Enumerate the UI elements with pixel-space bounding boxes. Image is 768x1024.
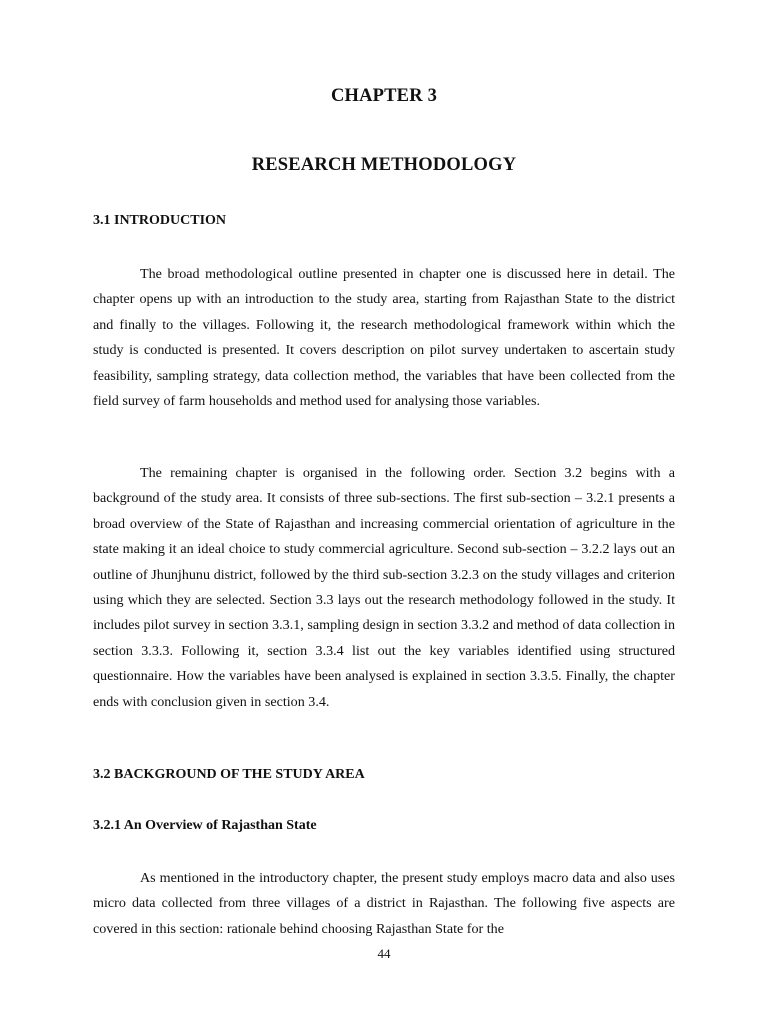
chapter-number: CHAPTER 3: [330, 86, 438, 106]
introduction-paragraph-1: The broad methodological outline presented in chapter one is discussed here in detail. The chapter opens up with an introduction to the study area, starting from Rajasthan State to the district and finally to the villages. Following it, the research methodological framework within which the study is conducted is presented. It covers description on pilot survey undertaken to ascertain study feasibility, sampling strategy, data collection method, the variables that have been collected from the field survey of farm households and method used for analysing those variables.: [93, 266, 675, 410]
page-number: 44: [377, 946, 391, 961]
subsection-heading-rajasthan-overview: 3.2.1 An Overview of Rajasthan State: [93, 818, 317, 833]
section-heading-introduction: 3.1 INTRODUCTION: [93, 213, 227, 228]
introduction-paragraph-2: The remaining chapter is organised in the following order. Section 3.2 begins with a background of the study area. It consists of three sub-sections. The first sub-section – 3.2.1 presents a broad overview of the State of Rajasthan and increasing commercial orientation of agriculture in the state making it an ideal choice to study commercial agriculture. Second sub-section – 3.2.2 lays out an outline of Jhunjhunu district, followed by the third sub-section 3.2.3 on the study villages and criterion using which they are selected. Section 3.3 lays out the research methodology followed in the study. It includes pilot survey in section 3.3.1, sampling design in section 3.3.2 and method of data collection in section 3.3.3. Following it, section 3.3.4 list out the key variables identified using structured questionnaire. How the variables have been analysed is explained in section 3.3.5. Finally, the chapter ends with conclusion given in section 3.4.: [93, 465, 675, 710]
section-heading-background: 3.2 BACKGROUND OF THE STUDY AREA: [93, 767, 365, 782]
chapter-title: RESEARCH METHODOLOGY: [251, 155, 517, 175]
background-paragraph-1: As mentioned in the introductory chapter, the present study employs macro data and also uses micro data collected from three villages of a district in Rajasthan. The following five aspects are covered in this section: rationale behind choosing Rajasthan State for the: [93, 870, 675, 937]
